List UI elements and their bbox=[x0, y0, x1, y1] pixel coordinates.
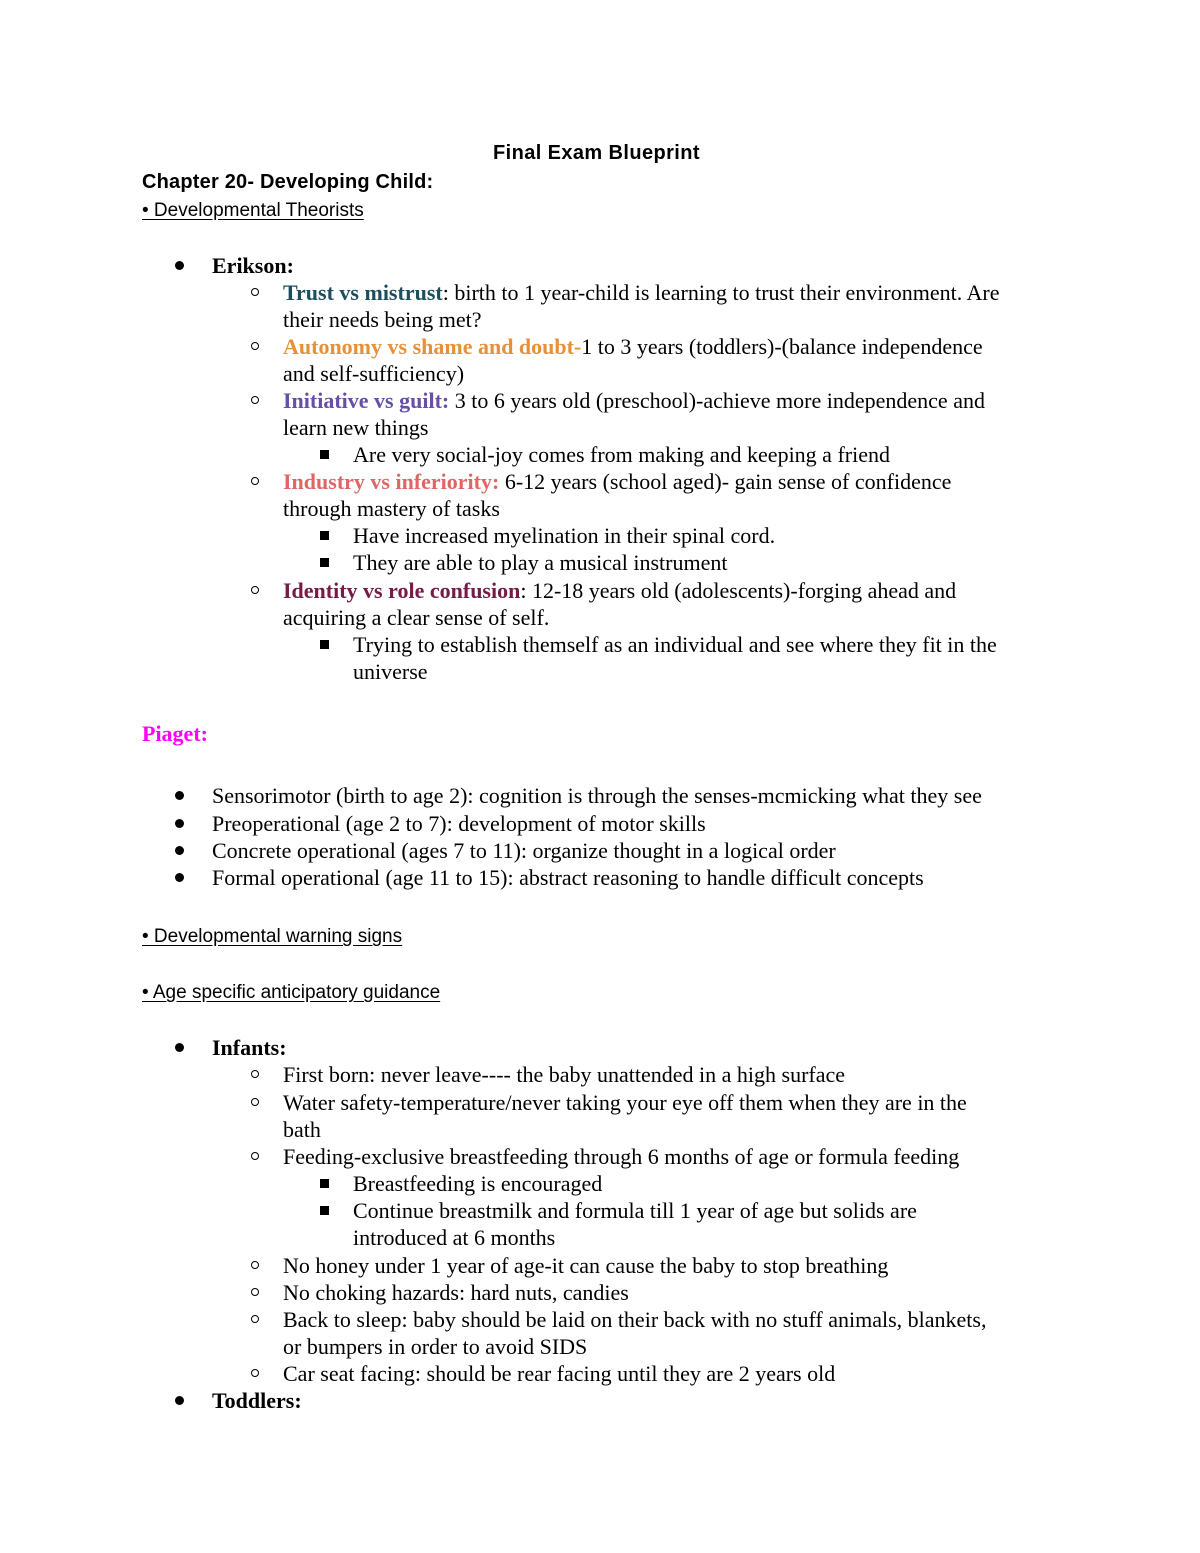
infant-sub-item: Breastfeeding is encouraged bbox=[353, 1171, 603, 1196]
bullet-circle-icon bbox=[251, 1070, 259, 1078]
stage-term-initiative: Initiative vs guilt: bbox=[283, 388, 450, 413]
stage-term-trust: Trust vs mistrust bbox=[283, 280, 443, 305]
stage-sub-item: They are able to play a musical instrument bbox=[353, 550, 728, 575]
piaget-heading: Piaget: bbox=[142, 721, 208, 746]
bullet-circle-icon bbox=[251, 1098, 259, 1106]
infant-item-cont: bath bbox=[283, 1117, 321, 1142]
stage-term-identity: Identity vs role confusion bbox=[283, 578, 521, 603]
section-anticipatory-guidance: • Age specific anticipatory guidance bbox=[142, 982, 441, 1003]
erikson-heading: Erikson: bbox=[212, 253, 294, 278]
bullet-dot-icon bbox=[175, 846, 184, 855]
document-title: Final Exam Blueprint bbox=[493, 142, 700, 164]
bullet-square-icon bbox=[320, 450, 329, 459]
infant-item: Water safety-temperature/never taking your eye off them when they are in the bbox=[283, 1090, 967, 1115]
bullet-circle-icon bbox=[251, 586, 259, 594]
infant-item: Back to sleep: baby should be laid on their back with no stuff animals, blankets, bbox=[283, 1307, 987, 1332]
bullet-dot-icon bbox=[175, 1043, 184, 1052]
erikson-stage-industry bbox=[283, 468, 951, 495]
stage-sub-item: Trying to establish themself as an individual and see where they fit in the bbox=[353, 632, 997, 657]
infant-item-cont: or bumpers in order to avoid SIDS bbox=[283, 1334, 588, 1359]
bullet-square-icon bbox=[320, 558, 329, 567]
infant-item: No honey under 1 year of age-it can cause the baby to stop breathing bbox=[283, 1253, 889, 1278]
infant-item: First born: never leave---- the baby unattended in a high surface bbox=[283, 1062, 846, 1087]
piaget-stage: Formal operational (age 11 to 15): abstract reasoning to handle difficult concepts bbox=[212, 865, 924, 890]
stage-text-cont: and self-sufficiency) bbox=[283, 361, 465, 386]
infant-sub-item-cont: introduced at 6 months bbox=[353, 1225, 556, 1250]
bullet-circle-icon bbox=[251, 288, 259, 296]
stage-sub-item-cont: universe bbox=[353, 659, 428, 684]
stage-text-cont: their needs being met? bbox=[283, 307, 482, 332]
infant-item: No choking hazards: hard nuts, candies bbox=[283, 1280, 629, 1305]
bullet-square-icon bbox=[320, 531, 329, 540]
stage-text: 6-12 years (school aged)- gain sense of confidence bbox=[499, 469, 952, 494]
stage-term-autonomy: Autonomy vs shame and doubt- bbox=[283, 334, 582, 359]
erikson-stage-autonomy bbox=[283, 333, 983, 360]
bullet-circle-icon bbox=[251, 1315, 259, 1323]
infant-item: Car seat facing: should be rear facing until they are 2 years old bbox=[283, 1361, 836, 1386]
bullet-dot-icon bbox=[175, 819, 184, 828]
piaget-stage: Concrete operational (ages 7 to 11): organize thought in a logical order bbox=[212, 838, 836, 863]
section-developmental-theorists: • Developmental Theorists bbox=[142, 200, 364, 221]
bullet-square-icon bbox=[320, 1179, 329, 1188]
infant-sub-item: Continue breastmilk and formula till 1 year of age but solids are bbox=[353, 1198, 917, 1223]
bullet-dot-icon bbox=[175, 791, 184, 800]
bullet-dot-icon bbox=[175, 261, 184, 270]
bullet-circle-icon bbox=[251, 342, 259, 350]
bullet-square-icon bbox=[320, 640, 329, 649]
bullet-circle-icon bbox=[251, 477, 259, 485]
erikson-stage-identity bbox=[283, 577, 956, 604]
stage-sub-item: Are very social-joy comes from making and keeping a friend bbox=[353, 442, 890, 467]
piaget-stage: Sensorimotor (birth to age 2): cognition is through the senses-mcmicking what they see bbox=[212, 783, 982, 808]
erikson-stage-trust bbox=[283, 279, 999, 306]
stage-text-cont: through mastery of tasks bbox=[283, 496, 500, 521]
bullet-square-icon bbox=[320, 1206, 329, 1215]
section-developmental-warning-signs: • Developmental warning signs bbox=[142, 926, 403, 947]
stage-text: : birth to 1 year-child is learning to trust their environment. Are bbox=[442, 280, 1000, 305]
stage-text-cont: acquiring a clear sense of self. bbox=[283, 605, 550, 630]
chapter-heading: Chapter 20- Developing Child: bbox=[142, 171, 434, 193]
stage-term-industry: Industry vs inferiority: bbox=[283, 469, 500, 494]
bullet-circle-icon bbox=[251, 1152, 259, 1160]
bullet-dot-icon bbox=[175, 1396, 184, 1405]
erikson-stage-initiative bbox=[283, 387, 985, 414]
bullet-circle-icon bbox=[251, 396, 259, 404]
bullet-circle-icon bbox=[251, 1288, 259, 1296]
stage-text: : 12-18 years old (adolescents)-forging ahead and bbox=[520, 578, 957, 603]
infants-heading: Infants: bbox=[212, 1035, 287, 1060]
stage-text-cont: learn new things bbox=[283, 415, 429, 440]
stage-text: 3 to 6 years old (preschool)-achieve more independence and bbox=[449, 388, 985, 413]
stage-sub-item: Have increased myelination in their spinal cord. bbox=[353, 523, 776, 548]
toddlers-heading: Toddlers: bbox=[212, 1388, 302, 1413]
piaget-stage: Preoperational (age 2 to 7): development of motor skills bbox=[212, 811, 706, 836]
bullet-circle-icon bbox=[251, 1369, 259, 1377]
stage-text: 1 to 3 years (toddlers)-(balance independence bbox=[581, 334, 983, 359]
bullet-dot-icon bbox=[175, 873, 184, 882]
bullet-circle-icon bbox=[251, 1261, 259, 1269]
infant-item: Feeding-exclusive breastfeeding through 6 months of age or formula feeding bbox=[283, 1144, 960, 1169]
